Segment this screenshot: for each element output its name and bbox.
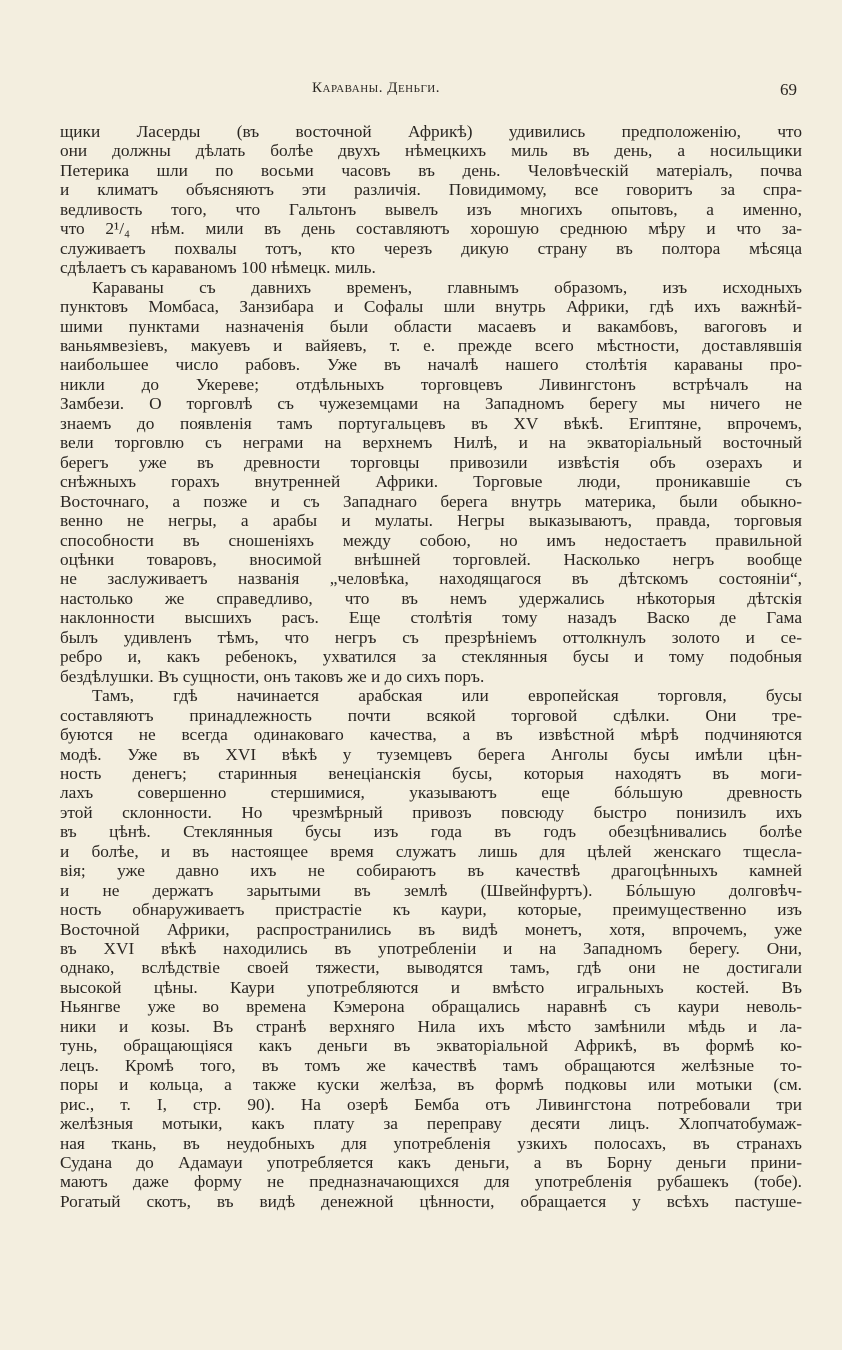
text-line: ваньямвезіевъ, макуевъ и вайяевъ, т. е. прежде всего мѣстности, доставлявшія — [60, 335, 802, 355]
text-line: настолько же справедливо, что въ немъ удержались нѣкоторыя дѣтскія — [60, 588, 802, 608]
text-line: бездѣлушки. Въ сущности, онъ таковъ же и до сихъ поръ. — [60, 666, 485, 686]
text-line: Рогатый скотъ, въ видѣ денежной цѣнности, обращается у всѣхъ пастуше- — [60, 1191, 802, 1211]
text-line: лецъ. Кромѣ того, въ томъ же качествѣ тамъ обращаются желѣзные то- — [60, 1055, 802, 1075]
text-line: ники и козы. Въ странѣ верхняго Нила ихъ мѣсто замѣнили мѣдь и ла- — [60, 1016, 802, 1036]
text-line: сдѣлаетъ съ караваномъ 100 нѣмецк. миль. — [60, 258, 376, 278]
text-line: тунь, обращающіяся какъ деньги въ экваторіальной Африкѣ, въ формѣ ко- — [60, 1036, 802, 1056]
text-line: вія; уже давно ихъ не собираютъ въ качествѣ драгоцѣнныхъ камней — [60, 861, 802, 881]
page-number: 69 — [780, 80, 797, 99]
text-line: не заслуживаетъ названія „человѣка, находящагося въ дѣтскомъ состояніи“, — [60, 569, 802, 589]
text-line: Замбези. О торговлѣ съ чужеземцами на Западномъ берегу мы ничего не — [60, 394, 802, 414]
text-line: былъ удивленъ тѣмъ, что негръ съ презрѣніемъ оттолкнулъ золото и се- — [60, 627, 802, 647]
text-line: щики Ласерды (въ восточной Африкѣ) удивились предположенію, что — [60, 122, 802, 141]
text-line: Петерика шли по восьми часовъ въ день. Человѣческій матеріалъ, почва — [60, 160, 802, 180]
text-line: высокой цѣны. Каури употребляются и вмѣсто игральныхъ костей. Въ — [60, 977, 802, 997]
running-title: Караваны. Деньги. — [312, 80, 440, 96]
text-line: Судана до Адамауи употребляется какъ деньги, а въ Борну деньги прини- — [60, 1153, 802, 1173]
text-line: и климатъ объясняютъ эти различія. Повидимому, все говоритъ за спра- — [60, 180, 802, 200]
text-line: маютъ даже форму не предназначающихся для употребленія рубашекъ (тобе). — [60, 1172, 802, 1192]
text-line: лахъ совершенно стершимися, указываютъ еще бóльшую древность — [60, 783, 802, 803]
text-line: Ньянгве уже во времена Кэмерона обращались наравнѣ съ каури неволь- — [60, 997, 802, 1017]
text-line: составляютъ принадлежность почти всякой торговой сдѣлки. Они тре- — [60, 705, 802, 725]
text-line: шими пунктами назначенія были области масаевъ и вакамбовъ, вагоговъ и — [60, 316, 802, 336]
text-line: въ XVI вѣкѣ находились въ употребленіи и на Западномъ берегу. Они, — [60, 939, 802, 959]
text-line: берегъ уже въ древности торговцы привозили извѣстія объ озерахъ и — [60, 452, 802, 472]
text-line: Восточной Африки, распространились въ видѣ монетъ, хотя, впрочемъ, уже — [60, 919, 802, 939]
text-line: буются не всегда одинаковаго качества, а въ извѣстной мѣрѣ подчиняются — [60, 725, 802, 745]
text-line: модѣ. Уже въ XVI вѣкѣ у туземцевъ берега Анголы бусы имѣли цѣн- — [60, 744, 802, 764]
text-line: Тамъ, гдѣ начинается арабская или европейская торговля, бусы — [92, 686, 802, 706]
text-line: оцѣнки товаровъ, вносимой внѣшней торговлей. Насколько негръ вообще — [60, 549, 802, 569]
text-line: снѣжныхъ горахъ внутренней Африки. Торговые люди, проникавшіе съ — [60, 472, 802, 492]
text-line: пунктовъ Момбаса, Занзибара и Софалы шли внутрь Африки, гдѣ ихъ важнѣй- — [60, 297, 802, 317]
text-line: что 2¹/₄ нѣм. мили въ день составляютъ хорошую среднюю мѣру и что за- — [60, 219, 802, 239]
text-line: ребро и, какъ ребенокъ, ухватился за стеклянныя бусы и тому подобныя — [60, 647, 802, 667]
text-line: никли до Укереве; отдѣльныхъ торговцевъ Ливингстонъ встрѣчалъ на — [60, 374, 802, 394]
text-line: венно не негры, а арабы и мулаты. Негры выказываютъ, правда, торговыя — [60, 511, 802, 531]
text-line: наибольшее число рабовъ. Уже въ началѣ нашего столѣтія караваны про- — [60, 355, 802, 375]
text-line: они должны дѣлать болѣе двухъ нѣмецкихъ миль въ день, а носильщики — [60, 141, 802, 161]
text-line: ность обнаруживаетъ пристрастіе къ каури, которые, преимущественно изъ — [60, 900, 802, 920]
text-line: знаемъ до появленія тамъ португальцевъ въ XV вѣкѣ. Египтяне, впрочемъ, — [60, 413, 802, 433]
text-line: ность денегъ; старинныя венеціанскія бусы, которыя находятъ въ моги- — [60, 763, 802, 783]
text-line: Восточнаго, а позже и съ Западнаго берега внутрь материка, были обыкно- — [60, 491, 802, 511]
text-line: способности въ сношеніяхъ между собою, но имъ недостаетъ правильной — [60, 530, 802, 550]
text-line: наклонности высшихъ расъ. Еще столѣтія тому назадъ Васко де Гама — [60, 608, 802, 628]
text-line: ведливость того, что Гальтонъ вывелъ изъ многихъ опытовъ, а именно, — [60, 199, 802, 219]
text-line: и болѣе, и въ настоящее время служатъ лишь для цѣлей женскаго тщесла- — [60, 841, 802, 861]
text-line: и не держатъ зарытыми въ землѣ (Швейнфуртъ). Бóльшую долговѣч- — [60, 880, 802, 900]
text-line: ная ткань, въ неудобныхъ для употребленія узкихъ полосахъ, въ странахъ — [60, 1133, 802, 1153]
text-line: желѣзныя мотыки, какъ плату за переправу десяти лицъ. Хлопчатобумаж- — [60, 1114, 802, 1134]
body-text — [60, 122, 802, 1211]
text-line: въ цѣнѣ. Стеклянныя бусы изъ года въ годъ обезцѣнивались болѣе — [60, 822, 802, 842]
text-line: служиваетъ похвалы тотъ, кто черезъ дикую страну въ полтора мѣсяца — [60, 238, 802, 258]
text-line: поры и кольца, а также куски желѣза, въ формѣ подковы или мотыки (см. — [60, 1075, 802, 1095]
text-line: вели торговлю съ неграми на верхнемъ Нилѣ, и на экваторіальный восточный — [60, 433, 802, 453]
text-line: рис., т. I, стр. 90). На озерѣ Бемба отъ Ливингстона потребовали три — [60, 1094, 802, 1114]
text-line: этой склонности. Но чрезмѣрный привозъ повсюду быстро понизилъ ихъ — [60, 802, 802, 822]
text-line: Караваны съ давнихъ временъ, главнымъ образомъ, изъ исходныхъ — [92, 277, 802, 297]
text-line: однако, вслѣдствіе своей тяжести, выводятся тамъ, гдѣ они не достигали — [60, 958, 802, 978]
